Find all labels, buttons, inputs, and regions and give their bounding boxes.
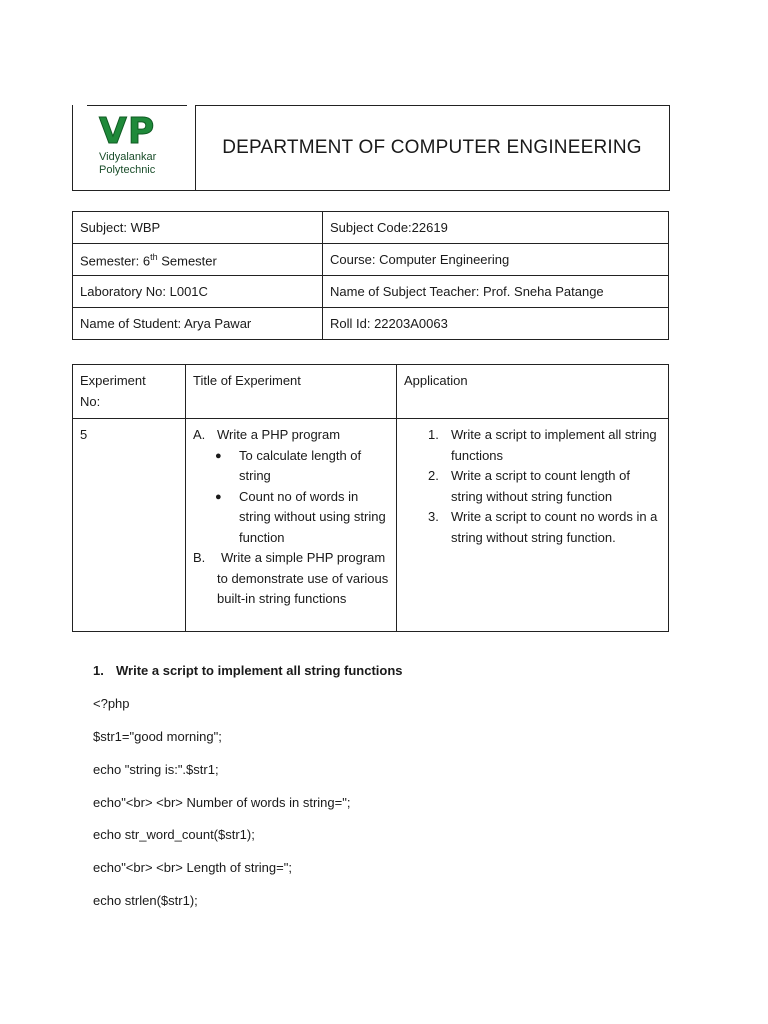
code-line: echo"<br> <br> Number of words in string="; [93,795,351,810]
logo-cell [73,106,196,190]
info-table [72,211,669,340]
application-num: 3. [428,509,439,524]
application-item [404,425,661,466]
section-heading [93,663,403,678]
application-text: Write a script to count no words in a string without string function. [451,509,658,545]
teacher-cell: Name of Subject Teacher: Prof. Sneha Patange [323,276,669,308]
title-a-bullets [193,446,389,549]
info-row [73,308,669,340]
border-gap-right [187,104,195,108]
college-logo [99,111,175,176]
code-line: echo"<br> <br> Length of string="; [93,860,292,875]
title-cell [195,106,669,190]
application-text: Write a script to count length of string without string function [451,468,630,504]
student-cell: Name of Student: Arya Pawar [73,308,323,340]
bullet-icon: ● [215,490,222,503]
title-bullet [193,487,389,549]
department-title: DEPARTMENT OF COMPUTER ENGINEERING [222,137,642,158]
header-application: Application [397,365,669,419]
code-line: echo strlen($str1); [93,893,198,908]
semester-prefix: Semester: 6 [80,253,151,269]
course-cell: Course: Computer Engineering [323,244,669,276]
code-line: <?php [93,696,130,711]
experiment-header-row [73,365,669,419]
application-item [404,507,661,548]
code-line: $str1="good morning"; [93,729,222,744]
header-title: Title of Experiment [186,365,397,419]
lab-cell: Laboratory No: L001C [73,276,323,308]
logo-line1: Vidyalankar [99,151,157,163]
subject-code-cell: Subject Code:22619 [323,212,669,244]
title-a-marker: A. [193,427,206,442]
application-list [404,425,661,548]
application-cell [397,419,669,632]
header-experiment-no-text: Experiment No: [80,373,146,409]
code-line: echo "string is:".$str1; [93,762,219,777]
bullet-text: To calculate length of string [239,447,362,483]
roll-id-cell: Roll Id: 22203A0063 [323,308,669,340]
application-item [404,466,661,507]
title-item-b [193,548,389,610]
experiment-title-cell [186,419,397,632]
header-experiment-no [73,365,186,419]
section-number: 1. [93,663,104,678]
semester-sup: th [150,252,158,262]
bullet-icon: ● [215,449,222,462]
section-title: Write a script to implement all string functions [116,663,403,678]
code-line: echo str_word_count($str1); [93,827,255,842]
experiment-table [72,364,669,632]
experiment-row [73,419,669,632]
title-bullet [193,446,389,487]
experiment-number: 5 [73,419,186,632]
semester-suffix: Semester [157,253,217,269]
info-row [73,212,669,244]
title-a-text: Write a PHP program [217,427,341,442]
info-row [73,244,669,276]
application-num: 1. [428,427,439,442]
application-num: 2. [428,468,439,483]
subject-cell: Subject: WBP [73,212,323,244]
bullet-text: Count no of words in string without using string function [239,488,386,545]
semester-cell [73,244,323,276]
department-header [72,105,670,191]
logo-mark: VP [99,111,156,152]
title-b-text: Write a simple PHP program to demonstrate use of various built-in string functions [217,550,389,606]
logo-line2: Polytechnic [99,164,156,176]
title-b-marker: B. [193,550,206,565]
application-text: Write a script to implement all string functions [451,427,657,463]
title-item-a [193,425,389,446]
info-row [73,276,669,308]
border-gap-left [73,104,87,108]
